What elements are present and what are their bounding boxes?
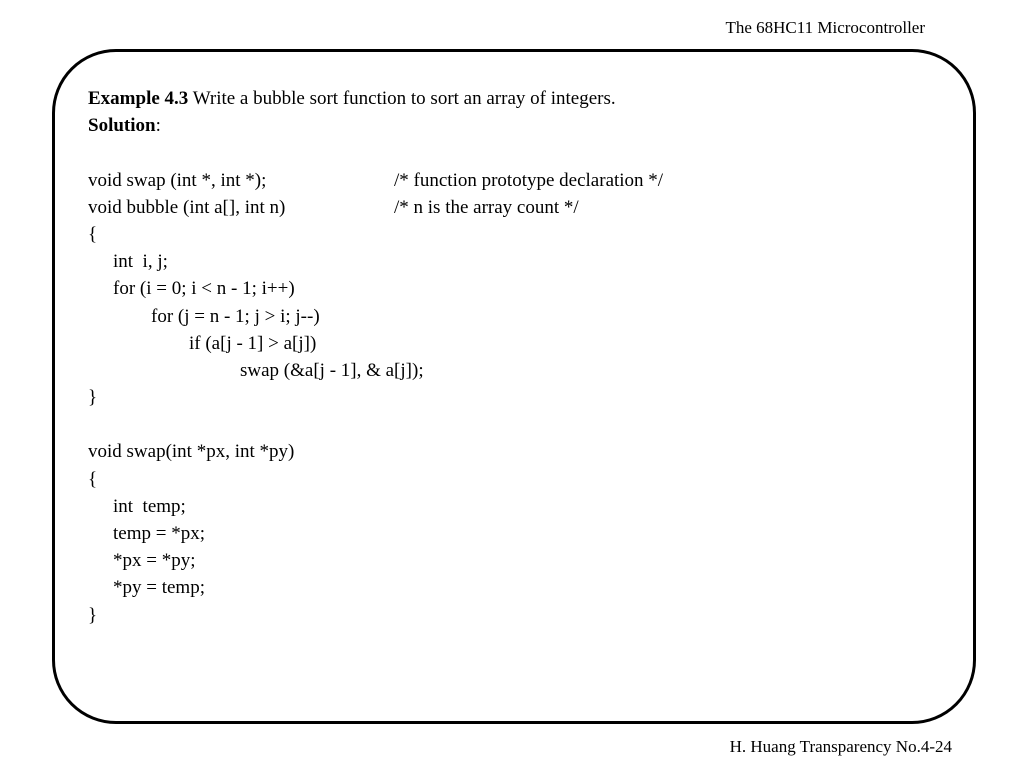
code-line: *py = temp; [113, 577, 205, 599]
code-line: swap (&a[j - 1], & a[j]); [240, 359, 424, 381]
code-text: void bubble (int a[], int n) [88, 196, 286, 218]
code-comment: /* function prototype declaration */ [394, 169, 664, 191]
code-line: if (a[j - 1] > a[j]) [189, 332, 317, 354]
code-line: { [88, 223, 98, 245]
example-text: Write a bubble sort function to sort an array of integers. [188, 88, 616, 109]
slide-content [88, 85, 948, 629]
code-line: void swap(int *px, int *py) [88, 441, 295, 463]
code-line: { [88, 468, 98, 490]
code-line: for (i = 0; i < n - 1; i++) [113, 278, 295, 300]
solution-heading [88, 112, 948, 139]
blank-line [88, 411, 948, 438]
code-line [88, 194, 948, 221]
code-line [88, 167, 948, 194]
example-heading [88, 85, 948, 112]
blank-line [88, 139, 948, 166]
code-line: *px = *py; [113, 550, 196, 572]
code-line: for (j = n - 1; j > i; j--) [151, 305, 320, 327]
solution-label: Solution [88, 115, 156, 137]
code-text: void swap (int *, int *); [88, 169, 267, 191]
header-title: The 68HC11 Microcontroller [725, 18, 925, 37]
code-line: temp = *px; [113, 523, 205, 544]
code-line: int i, j; [113, 251, 168, 273]
code-comment: /* n is the array count */ [394, 196, 579, 218]
footer-credit: H. Huang Transparency No.4-24 [729, 737, 952, 756]
example-label: Example 4.3 [88, 88, 189, 109]
code-line: int temp; [113, 495, 186, 517]
solution-colon: : [155, 115, 161, 137]
code-line: } [88, 604, 98, 626]
code-line: } [88, 387, 98, 409]
